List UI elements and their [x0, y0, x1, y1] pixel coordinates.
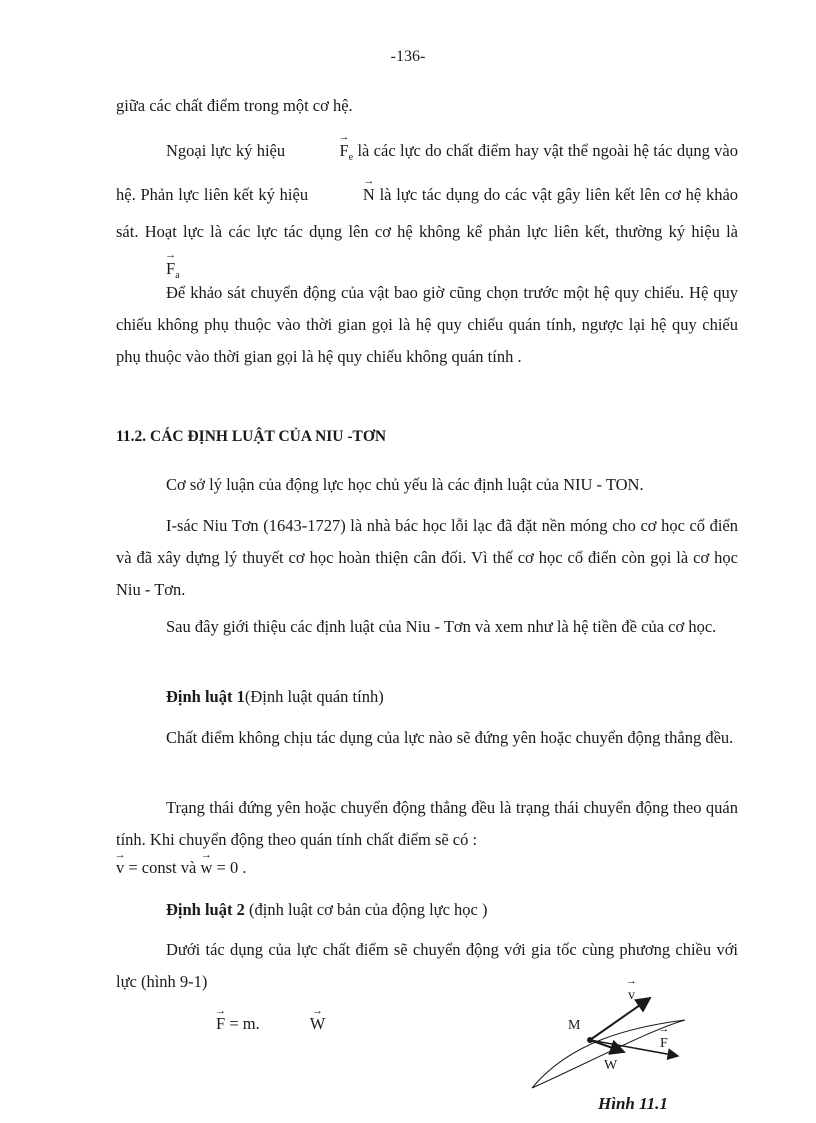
law-2-title: Định luật 2	[166, 900, 245, 919]
section-heading: 11.2. CÁC ĐỊNH LUẬT CỦA NIU -TƠN	[116, 428, 387, 445]
paragraph-5: Sau đây giới thiệu các định luật của Niu - Tơn và xem như là hệ tiền đề của cơ học.	[166, 617, 717, 636]
equation-1-middle: = const và	[124, 858, 201, 877]
label-w: → W	[604, 1058, 617, 1074]
acceleration-w-symbol: → W	[260, 1008, 326, 1040]
label-m: M	[568, 1018, 581, 1033]
law-1-subtitle: (Định luật quán tính)	[244, 687, 384, 706]
law-1-heading	[116, 681, 738, 713]
paragraph-8: Dưới tác dụng của lực chất điểm sẽ chuyển động với gia tốc cùng phương chiều với lực (hình 9-1)	[116, 940, 738, 991]
subscript-a: a	[175, 270, 180, 281]
paragraph-0: giữa các chất điểm trong một cơ hệ.	[116, 96, 353, 115]
trajectory-diagram	[530, 972, 700, 1092]
subscript-e: e	[348, 152, 354, 163]
active-force-symbol: → F	[116, 250, 175, 287]
acceleration-symbol: → w	[200, 852, 212, 884]
label-f: → F	[660, 1036, 668, 1052]
point-m	[587, 1037, 593, 1043]
paragraph-1	[116, 132, 738, 294]
force-external-symbol: → F	[289, 132, 348, 169]
figure-11-1	[530, 972, 700, 1092]
figure-caption: Hình 11.1	[598, 1094, 668, 1113]
paragraph-2: Để khảo sát chuyển động của vật bao giờ cũng chọn trước một hệ quy chiếu. Hệ quy chiếu không phụ thuộc vào thời gian gọi là hệ quy chiếu quán tính, ngược lại hệ quy chiếu phụ thuộc vào thời gian gọi là hệ quy chiếu không quán tính .	[116, 283, 738, 366]
law-2-subtitle: (định luật cơ bản của động lực học )	[244, 900, 488, 919]
paragraph-1-part-a: Ngoại lực ký hiệu	[166, 141, 286, 160]
paragraph-4: I-sác Niu Tơn (1643-1727) là nhà bác học lỗi lạc đã đặt nền móng cho cơ học cổ điển và đã xây dựng lý thuyết cơ học hoàn thiện cân đối. Vì thế cơ học cổ điển còn gọi là cơ học Niu - Tơn.	[116, 516, 738, 599]
velocity-symbol: → v	[116, 852, 124, 884]
page-number: -136-	[390, 48, 426, 65]
equation-1	[116, 852, 738, 884]
paragraph-1-part-b: là các lực do chất điểm hay vật thể ngoài hệ tác dụng vào hệ. Phản lực liên kết ký hiệu	[116, 141, 738, 204]
reaction-force-symbol: → N	[313, 176, 375, 213]
label-v: → v	[628, 988, 635, 1004]
paragraph-3: Cơ sở lý luận của động lực học chủ yếu là các định luật của NIU - TON.	[166, 475, 644, 494]
paragraph-7: Trạng thái đứng yên hoặc chuyển động thẳng đều là trạng thái chuyển động theo quán tính. Khi chuyển động theo quán tính chất điểm sẽ có :	[116, 798, 738, 849]
equation-1-end: = 0 .	[212, 858, 247, 877]
law-1-title: Định luật 1	[166, 687, 245, 706]
force-symbol: → F	[166, 1008, 225, 1040]
equation-2-middle: = m.	[225, 1014, 260, 1033]
paragraph-6: Chất điểm không chịu tác dụng của lực nào sẽ đứng yên hoặc chuyển động thẳng đều.	[166, 728, 734, 747]
paragraph-1-part-c: là lực tác dụng do các vật gây liên kết lên cơ hệ khảo sát. Hoạt lực là các lực tác dụng lên cơ hệ không kể phản lực liên kết, thường ký hiệu là	[116, 185, 739, 241]
law-2-heading	[116, 894, 738, 926]
